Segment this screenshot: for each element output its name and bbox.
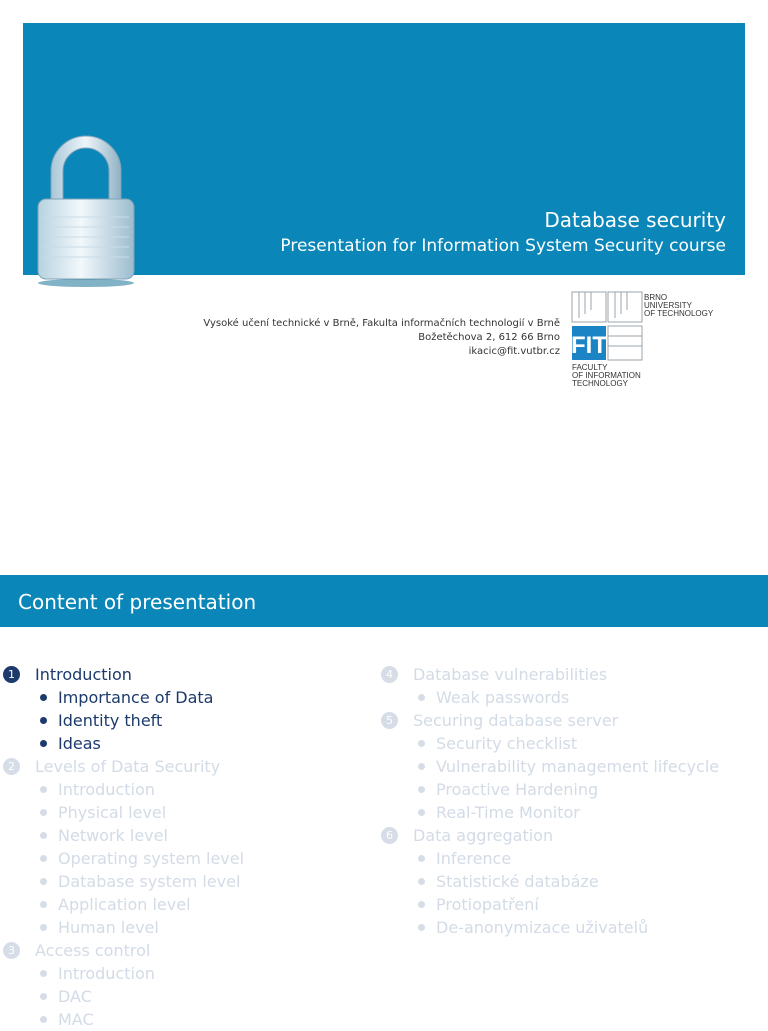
- toc-section-introduction: [3, 663, 244, 755]
- toc-subsection[interactable]: [3, 709, 244, 732]
- toc-subsection[interactable]: [3, 824, 244, 847]
- bullet-icon: [418, 901, 425, 908]
- toc-subsection[interactable]: [3, 893, 244, 916]
- section-number-badge: 6: [381, 827, 398, 844]
- section-number-badge: 4: [381, 666, 398, 683]
- subsection-label: Inference: [436, 849, 512, 868]
- address-line: Božetěchova 2, 612 66 Brno: [418, 332, 560, 343]
- bullet-icon: [418, 694, 425, 701]
- toc-section-securing-server: [381, 709, 719, 824]
- bullet-icon: [40, 786, 47, 793]
- toc-subsection[interactable]: [3, 962, 244, 985]
- subsection-label: DAC: [58, 987, 92, 1006]
- toc-subsection[interactable]: [381, 778, 719, 801]
- title-banner: [23, 23, 745, 275]
- bullet-icon: [418, 855, 425, 862]
- toc-subsection[interactable]: [3, 778, 244, 801]
- toc-section-data-aggregation: [381, 824, 719, 939]
- fit-logo: [570, 290, 730, 394]
- subsection-label: Protiopatření: [436, 895, 539, 914]
- slide-header: [0, 575, 768, 627]
- toc-subsection[interactable]: [3, 847, 244, 870]
- subsection-label: Real-Time Monitor: [436, 803, 580, 822]
- bullet-icon: [40, 740, 47, 747]
- toc-subsection[interactable]: [381, 847, 719, 870]
- section-label: Introduction: [35, 665, 132, 684]
- toc-subsection[interactable]: [381, 686, 719, 709]
- subsection-label: Operating system level: [58, 849, 245, 868]
- logo-line: FACULTY: [572, 363, 608, 372]
- bullet-icon: [40, 694, 47, 701]
- bullet-icon: [418, 740, 425, 747]
- subsection-label: Weak passwords: [436, 688, 570, 707]
- presentation-title: Database security: [544, 208, 726, 232]
- bullet-icon: [40, 878, 47, 885]
- subsection-label: Introduction: [58, 964, 155, 983]
- section-label: Levels of Data Security: [35, 757, 221, 776]
- toc-subsection[interactable]: [381, 755, 719, 778]
- subsection-label: De-anonymizace uživatelů: [436, 918, 649, 937]
- bullet-icon: [418, 924, 425, 931]
- bullet-icon: [418, 763, 425, 770]
- toc-section-heading[interactable]: [3, 663, 244, 686]
- section-label: Database vulnerabilities: [413, 665, 608, 684]
- subsection-label: Proactive Hardening: [436, 780, 599, 799]
- toc-section-access-control: [3, 939, 244, 1031]
- toc-subsection[interactable]: [3, 1008, 244, 1031]
- subsection-label: Ideas: [58, 734, 101, 753]
- title-block: [280, 206, 726, 258]
- subsection-label: MAC: [58, 1010, 94, 1029]
- section-number-badge: 3: [3, 942, 20, 959]
- section-number-badge: 1: [3, 666, 20, 683]
- address-line: Vysoké učení technické v Brně, Fakulta informačních technologií v Brně: [203, 318, 560, 329]
- presentation-subtitle: Presentation for Information System Security course: [280, 236, 726, 256]
- toc-section-levels: [3, 755, 244, 939]
- toc-left-column: [3, 663, 244, 1031]
- subsection-label: Network level: [58, 826, 168, 845]
- logo-line: OF INFORMATION: [572, 371, 641, 380]
- toc-subsection[interactable]: [3, 916, 244, 939]
- subsection-label: Database system level: [58, 872, 241, 891]
- bullet-icon: [40, 901, 47, 908]
- slide-title: Content of presentation: [18, 590, 257, 614]
- bullet-icon: [40, 809, 47, 816]
- subsection-label: Vulnerability management lifecycle: [436, 757, 720, 776]
- toc-subsection[interactable]: [3, 686, 244, 709]
- toc-section-vulnerabilities: [381, 663, 719, 709]
- section-label: Access control: [35, 941, 151, 960]
- toc-subsection[interactable]: [381, 893, 719, 916]
- bullet-icon: [40, 717, 47, 724]
- section-label: Securing database server: [413, 711, 619, 730]
- toc-section-heading[interactable]: [3, 939, 244, 962]
- subsection-label: Identity theft: [58, 711, 163, 730]
- fit-mark: FIT: [571, 332, 607, 359]
- toc-section-heading[interactable]: [381, 663, 719, 686]
- toc-subsection[interactable]: [381, 801, 719, 824]
- toc-subsection[interactable]: [3, 985, 244, 1008]
- logo-line: OF TECHNOLOGY: [644, 309, 714, 318]
- subsection-label: Application level: [58, 895, 191, 914]
- toc-subsection[interactable]: [381, 732, 719, 755]
- email-line: ikacic@fit.vutbr.cz: [468, 346, 560, 357]
- toc-right-column: [381, 663, 719, 939]
- bullet-icon: [40, 993, 47, 1000]
- section-number-badge: 5: [381, 712, 398, 729]
- bullet-icon: [40, 1016, 47, 1023]
- subsection-label: Physical level: [58, 803, 167, 822]
- toc-subsection[interactable]: [3, 732, 244, 755]
- logo-line: BRNO: [644, 293, 668, 302]
- subsection-label: Introduction: [58, 780, 155, 799]
- section-label: Data aggregation: [413, 826, 554, 845]
- bullet-icon: [418, 809, 425, 816]
- bullet-icon: [418, 786, 425, 793]
- toc-subsection[interactable]: [3, 870, 244, 893]
- subsection-label: Human level: [58, 918, 159, 937]
- section-number-badge: 2: [3, 758, 20, 775]
- bullet-icon: [40, 832, 47, 839]
- subsection-label: Security checklist: [436, 734, 578, 753]
- toc-section-heading[interactable]: [381, 824, 719, 847]
- bullet-icon: [40, 970, 47, 977]
- toc-section-heading[interactable]: [3, 755, 244, 778]
- bullet-icon: [40, 924, 47, 931]
- subsection-label: Statistické databáze: [436, 872, 599, 891]
- toc-subsection[interactable]: [381, 916, 719, 939]
- bullet-icon: [40, 855, 47, 862]
- logo-line: TECHNOLOGY: [572, 379, 629, 388]
- bullet-icon: [418, 878, 425, 885]
- logo-line: UNIVERSITY: [644, 301, 693, 310]
- institution-address: [203, 317, 560, 359]
- padlock-icon: [33, 131, 139, 291]
- toc-subsection[interactable]: [381, 870, 719, 893]
- toc-subsection[interactable]: [3, 801, 244, 824]
- subsection-label: Importance of Data: [58, 688, 214, 707]
- toc-section-heading[interactable]: [381, 709, 719, 732]
